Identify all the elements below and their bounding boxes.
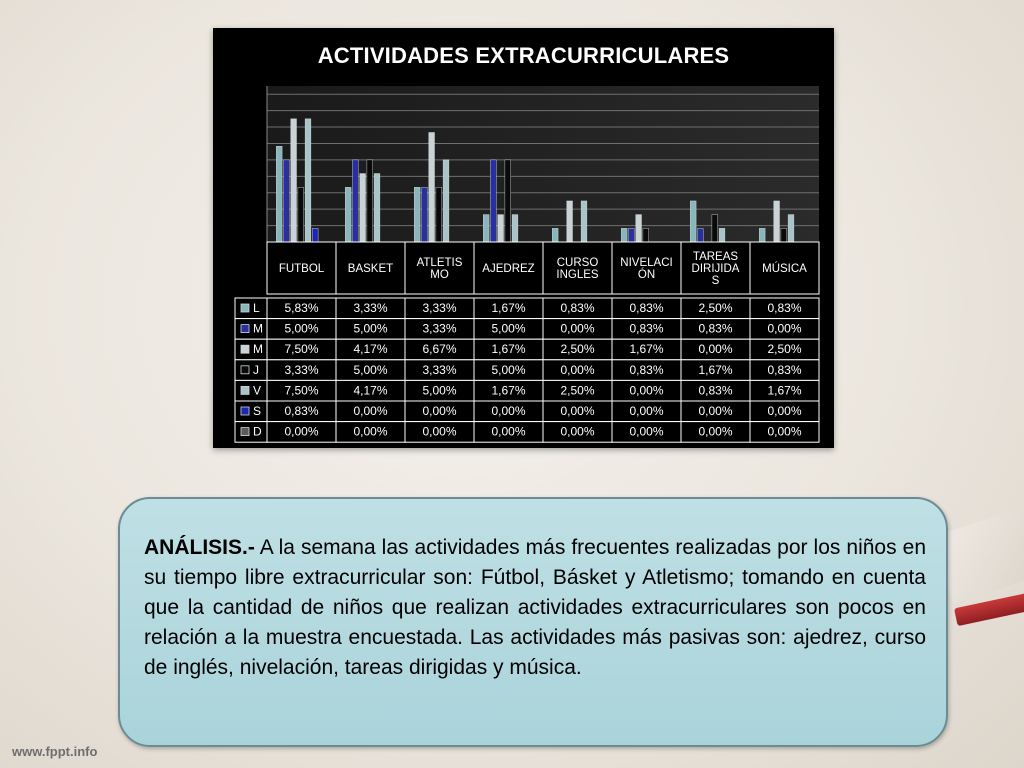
data-label: 2,50%: [560, 383, 595, 398]
chart-title: ACTIVIDADES EXTRACURRICULARES: [317, 43, 730, 68]
bar: [690, 201, 696, 242]
data-label: 0,00%: [767, 404, 802, 418]
data-label: 1,67%: [491, 342, 526, 357]
bar: [505, 160, 511, 242]
data-label: 0,00%: [767, 424, 802, 439]
data-label: 5,00%: [422, 383, 457, 398]
data-label: 4,17%: [353, 383, 388, 398]
data-label: 0,83%: [284, 404, 319, 418]
category-label: MÚSICA: [762, 263, 807, 275]
data-label: 0,00%: [422, 424, 457, 439]
bar: [360, 174, 366, 242]
data-label: 2,50%: [767, 342, 802, 357]
data-label: 0,00%: [560, 362, 595, 377]
data-label: 1,67%: [629, 342, 664, 357]
legend-series-name: L: [253, 301, 260, 315]
bar: [781, 228, 787, 242]
bar: [429, 132, 435, 242]
legend-series-name: V: [253, 383, 262, 398]
legend-cell: [235, 298, 267, 319]
legend-series-name: J: [253, 362, 259, 377]
bar: [698, 228, 704, 242]
bar: [759, 228, 765, 242]
bar: [643, 228, 649, 242]
data-label: 0,83%: [698, 321, 733, 336]
data-label: 0,00%: [767, 321, 802, 336]
legend-key: [241, 304, 249, 312]
data-label: 2,50%: [698, 301, 733, 315]
bar: [512, 215, 518, 242]
analysis-heading: ANÁLISIS.-: [144, 536, 255, 559]
bar: [636, 215, 642, 242]
data-label: 5,00%: [491, 362, 526, 377]
data-label: 0,00%: [422, 404, 457, 418]
category-label: NIVELACI: [620, 257, 673, 269]
data-label: 0,00%: [491, 404, 526, 418]
legend-key: [241, 407, 249, 415]
data-label: 0,83%: [629, 362, 664, 377]
bar: [276, 146, 282, 242]
bar: [621, 228, 627, 242]
bar: [291, 119, 297, 242]
legend-key: [241, 386, 249, 394]
bar: [719, 228, 725, 242]
bar: [788, 215, 794, 242]
data-label: 0,00%: [560, 424, 595, 439]
category-label: ÓN: [637, 269, 656, 281]
bar: [567, 201, 573, 242]
bar: [298, 187, 304, 242]
data-label: 1,67%: [767, 383, 802, 398]
data-label: 0,00%: [698, 404, 733, 418]
data-label: 0,00%: [629, 383, 664, 398]
bar: [305, 119, 311, 242]
bar: [367, 160, 373, 242]
data-label: 1,67%: [491, 383, 526, 398]
data-label: 3,33%: [353, 301, 388, 315]
bar: [483, 215, 489, 242]
data-label: 0,00%: [629, 424, 664, 439]
data-label: 5,00%: [353, 321, 388, 336]
category-label: MO: [430, 269, 449, 281]
legend-cell: [235, 380, 267, 401]
data-label: 0,00%: [560, 404, 595, 418]
data-label: 0,83%: [698, 383, 733, 398]
legend-cell: [235, 401, 267, 422]
data-label: 0,00%: [353, 404, 388, 418]
data-label: 6,67%: [422, 342, 457, 357]
legend-series-name: M: [253, 321, 263, 336]
data-label: 3,33%: [284, 362, 319, 377]
analysis-panel: [118, 497, 948, 747]
data-label: 7,50%: [284, 342, 319, 357]
data-label: 7,50%: [284, 383, 319, 398]
legend-key: [241, 345, 249, 353]
legend-series-name: D: [253, 424, 262, 439]
legend-series-name: S: [253, 404, 262, 418]
bar: [284, 160, 290, 242]
legend-cell: [235, 422, 267, 443]
data-label: 5,83%: [284, 301, 319, 315]
category-label: FUTBOL: [278, 263, 325, 275]
category-label: S: [711, 275, 720, 287]
legend-key: [241, 428, 249, 436]
data-label: 0,83%: [629, 321, 664, 336]
data-label: 0,00%: [698, 342, 733, 357]
bar: [712, 215, 718, 242]
data-label: 5,00%: [284, 321, 319, 336]
category-label: AJEDREZ: [482, 263, 535, 275]
category-label: DIRIJIDA: [691, 263, 740, 275]
legend-series-name: M: [253, 342, 263, 357]
bar: [422, 187, 428, 242]
data-label: 0,00%: [284, 424, 319, 439]
data-label: 0,00%: [560, 321, 595, 336]
legend-cell: [235, 360, 267, 381]
bar: [436, 187, 442, 242]
bar: [498, 215, 504, 242]
category-label: ATLETIS: [416, 257, 463, 269]
legend-key: [241, 325, 249, 333]
chart-panel: [213, 28, 834, 448]
bar: [312, 228, 318, 242]
analysis-body: A la semana las actividades más frecuentes realizadas por los niños en su tiempo libre extracurricular son: Fútbol, Básket y Atletismo; tomando en cuenta que la cantidad de niños que realizan actividades extracurriculares son pocos en relación a la muestra encuestada. Las actividades más pasivas son: ajedrez, curso de inglés, nivelación, tareas dirigidas y música.: [144, 536, 926, 679]
data-label: 0,00%: [629, 404, 664, 418]
data-label: 5,00%: [353, 362, 388, 377]
data-label: 2,50%: [560, 342, 595, 357]
data-label: 3,33%: [422, 362, 457, 377]
analysis-paragraph: [144, 533, 926, 683]
bar: [353, 160, 359, 242]
data-label: 3,33%: [422, 301, 457, 315]
bar: [491, 160, 497, 242]
bar: [552, 228, 558, 242]
data-label: 3,33%: [422, 321, 457, 336]
data-label: 1,67%: [491, 301, 526, 315]
category-label: BASKET: [347, 263, 394, 275]
bar: [443, 160, 449, 242]
data-label: 5,00%: [491, 321, 526, 336]
category-label: INGLES: [556, 269, 599, 281]
category-label: CURSO: [556, 257, 599, 269]
data-label: 0,00%: [698, 424, 733, 439]
category-label: TAREAS: [692, 251, 739, 263]
data-label: 0,83%: [560, 301, 595, 315]
bar: [345, 187, 351, 242]
legend-key: [241, 366, 249, 374]
data-label: 4,17%: [353, 342, 388, 357]
bar: [374, 174, 380, 242]
bar: [774, 201, 780, 242]
data-label: 0,83%: [629, 301, 664, 315]
data-label: 0,00%: [491, 424, 526, 439]
bar: [581, 201, 587, 242]
data-label: 0,00%: [353, 424, 388, 439]
data-label: 1,67%: [698, 362, 733, 377]
bar: [629, 228, 635, 242]
bar: [414, 187, 420, 242]
bar-chart: [213, 28, 834, 448]
footer-watermark: www.fppt.info: [12, 744, 98, 759]
data-label: 0,83%: [767, 301, 802, 315]
data-label: 0,83%: [767, 362, 802, 377]
